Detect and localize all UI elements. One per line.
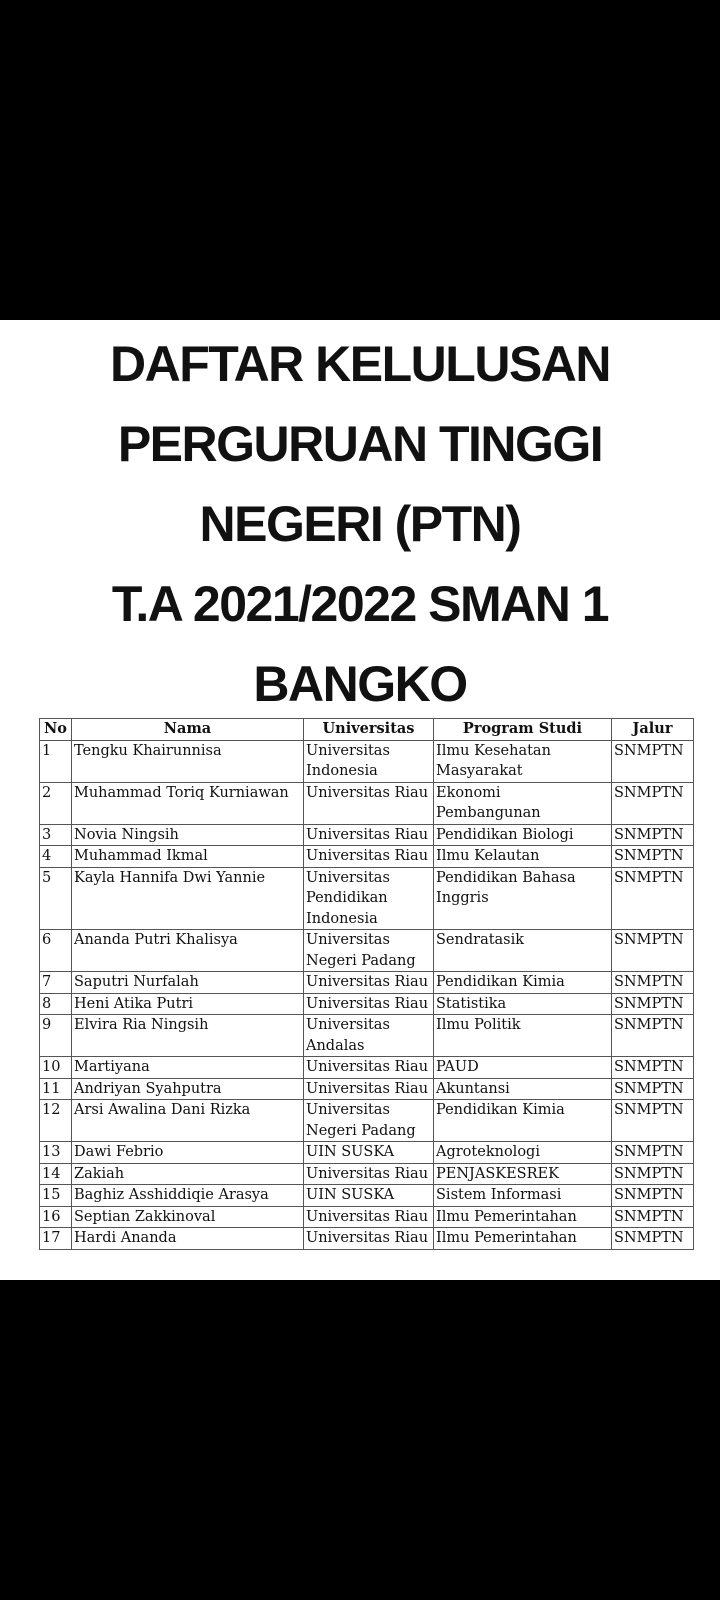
cell-no: 13 xyxy=(40,1142,72,1164)
cell-nama: Martiyana xyxy=(72,1057,304,1079)
table-row xyxy=(40,740,694,782)
cell-nama: Andriyan Syahputra xyxy=(72,1078,304,1100)
page-title xyxy=(0,320,720,724)
cell-jalur: SNMPTN xyxy=(612,1100,694,1142)
cell-no: 3 xyxy=(40,824,72,846)
header-program-studi: Program Studi xyxy=(434,719,612,741)
cell-program-studi: Sendratasik xyxy=(434,930,612,972)
cell-jalur: SNMPTN xyxy=(612,972,694,994)
cell-universitas: Universitas Riau xyxy=(304,972,434,994)
cell-nama: Ananda Putri Khalisya xyxy=(72,930,304,972)
title-line-3: NEGERI (PTN) xyxy=(199,496,521,552)
title-line-2: PERGURUAN TINGGI xyxy=(117,416,603,472)
table-header xyxy=(40,719,694,741)
cell-program-studi: Statistika xyxy=(434,993,612,1015)
table-row xyxy=(40,824,694,846)
cell-jalur: SNMPTN xyxy=(612,740,694,782)
table-row xyxy=(40,1142,694,1164)
cell-universitas: Universitas Riau xyxy=(304,993,434,1015)
table-row xyxy=(40,1206,694,1228)
cell-no: 7 xyxy=(40,972,72,994)
cell-program-studi: PENJASKESREK xyxy=(434,1163,612,1185)
table-row xyxy=(40,867,694,930)
cell-no: 9 xyxy=(40,1015,72,1057)
cell-no: 11 xyxy=(40,1078,72,1100)
table-body xyxy=(40,740,694,1249)
header-row xyxy=(40,719,694,741)
cell-nama: Heni Atika Putri xyxy=(72,993,304,1015)
table-row xyxy=(40,1163,694,1185)
table-row xyxy=(40,993,694,1015)
cell-jalur: SNMPTN xyxy=(612,1228,694,1250)
cell-program-studi: Pendidikan Biologi xyxy=(434,824,612,846)
cell-nama: Arsi Awalina Dani Rizka xyxy=(72,1100,304,1142)
cell-program-studi: Ilmu Politik xyxy=(434,1015,612,1057)
table-row xyxy=(40,782,694,824)
cell-nama: Muhammad Toriq Kurniawan xyxy=(72,782,304,824)
cell-nama: Novia Ningsih xyxy=(72,824,304,846)
cell-nama: Septian Zakkinoval xyxy=(72,1206,304,1228)
cell-jalur: SNMPTN xyxy=(612,1206,694,1228)
cell-no: 2 xyxy=(40,782,72,824)
cell-jalur: SNMPTN xyxy=(612,867,694,930)
cell-universitas: Universitas Riau xyxy=(304,824,434,846)
cell-no: 15 xyxy=(40,1185,72,1207)
header-universitas: Universitas xyxy=(304,719,434,741)
cell-universitas: Universitas Riau xyxy=(304,782,434,824)
cell-jalur: SNMPTN xyxy=(612,993,694,1015)
cell-no: 17 xyxy=(40,1228,72,1250)
cell-program-studi: PAUD xyxy=(434,1057,612,1079)
table-row xyxy=(40,1057,694,1079)
cell-universitas: UIN SUSKA xyxy=(304,1185,434,1207)
cell-program-studi: Sistem Informasi xyxy=(434,1185,612,1207)
table-row xyxy=(40,846,694,868)
cell-nama: Zakiah xyxy=(72,1163,304,1185)
cell-no: 8 xyxy=(40,993,72,1015)
cell-program-studi: Ilmu Kelautan xyxy=(434,846,612,868)
cell-no: 6 xyxy=(40,930,72,972)
cell-universitas: Universitas Negeri Padang xyxy=(304,1100,434,1142)
cell-jalur: SNMPTN xyxy=(612,1015,694,1057)
cell-program-studi: Ilmu Pemerintahan xyxy=(434,1206,612,1228)
table-row xyxy=(40,1015,694,1057)
cell-universitas: Universitas Riau xyxy=(304,1163,434,1185)
cell-program-studi: Pendidikan Kimia xyxy=(434,972,612,994)
header-jalur: Jalur xyxy=(612,719,694,741)
cell-no: 14 xyxy=(40,1163,72,1185)
cell-jalur: SNMPTN xyxy=(612,1057,694,1079)
title-line-4: T.A 2021/2022 SMAN 1 xyxy=(111,576,609,632)
header-no: No xyxy=(40,719,72,741)
cell-universitas: Universitas Riau xyxy=(304,846,434,868)
table-row xyxy=(40,1100,694,1142)
cell-universitas: Universitas Andalas xyxy=(304,1015,434,1057)
cell-nama: Dawi Febrio xyxy=(72,1142,304,1164)
cell-universitas: Universitas Riau xyxy=(304,1078,434,1100)
cell-jalur: SNMPTN xyxy=(612,930,694,972)
table-row xyxy=(40,1185,694,1207)
cell-nama: Tengku Khairunnisa xyxy=(72,740,304,782)
title-line-5: BANGKO xyxy=(253,656,467,712)
cell-universitas: Universitas Riau xyxy=(304,1057,434,1079)
table-row xyxy=(40,1078,694,1100)
top-black-bar xyxy=(0,0,720,320)
cell-program-studi: Pendidikan Kimia xyxy=(434,1100,612,1142)
cell-no: 12 xyxy=(40,1100,72,1142)
document-page xyxy=(0,320,720,1280)
cell-program-studi: Akuntansi xyxy=(434,1078,612,1100)
header-nama: Nama xyxy=(72,719,304,741)
bottom-black-bar xyxy=(0,1280,720,1600)
cell-universitas: Universitas Indonesia xyxy=(304,740,434,782)
cell-no: 1 xyxy=(40,740,72,782)
cell-universitas: Universitas Pendidikan Indonesia xyxy=(304,867,434,930)
cell-nama: Elvira Ria Ningsih xyxy=(72,1015,304,1057)
cell-jalur: SNMPTN xyxy=(612,1142,694,1164)
cell-jalur: SNMPTN xyxy=(612,846,694,868)
table-row xyxy=(40,930,694,972)
cell-jalur: SNMPTN xyxy=(612,782,694,824)
cell-nama: Saputri Nurfalah xyxy=(72,972,304,994)
cell-no: 10 xyxy=(40,1057,72,1079)
cell-nama: Muhammad Ikmal xyxy=(72,846,304,868)
cell-nama: Hardi Ananda xyxy=(72,1228,304,1250)
cell-program-studi: Agroteknologi xyxy=(434,1142,612,1164)
cell-jalur: SNMPTN xyxy=(612,824,694,846)
cell-universitas: Universitas Negeri Padang xyxy=(304,930,434,972)
cell-no: 16 xyxy=(40,1206,72,1228)
cell-no: 4 xyxy=(40,846,72,868)
cell-jalur: SNMPTN xyxy=(612,1185,694,1207)
cell-program-studi: Ilmu Pemerintahan xyxy=(434,1228,612,1250)
cell-nama: Kayla Hannifa Dwi Yannie xyxy=(72,867,304,930)
title-line-1: DAFTAR KELULUSAN xyxy=(109,336,611,392)
cell-program-studi: Pendidikan Bahasa Inggris xyxy=(434,867,612,930)
graduation-table xyxy=(39,718,694,1250)
cell-jalur: SNMPTN xyxy=(612,1078,694,1100)
cell-jalur: SNMPTN xyxy=(612,1163,694,1185)
cell-universitas: UIN SUSKA xyxy=(304,1142,434,1164)
cell-program-studi: Ekonomi Pembangunan xyxy=(434,782,612,824)
cell-nama: Baghiz Asshiddiqie Arasya xyxy=(72,1185,304,1207)
table-row xyxy=(40,972,694,994)
cell-universitas: Universitas Riau xyxy=(304,1228,434,1250)
cell-program-studi: Ilmu Kesehatan Masyarakat xyxy=(434,740,612,782)
cell-no: 5 xyxy=(40,867,72,930)
cell-universitas: Universitas Riau xyxy=(304,1206,434,1228)
table-row xyxy=(40,1228,694,1250)
